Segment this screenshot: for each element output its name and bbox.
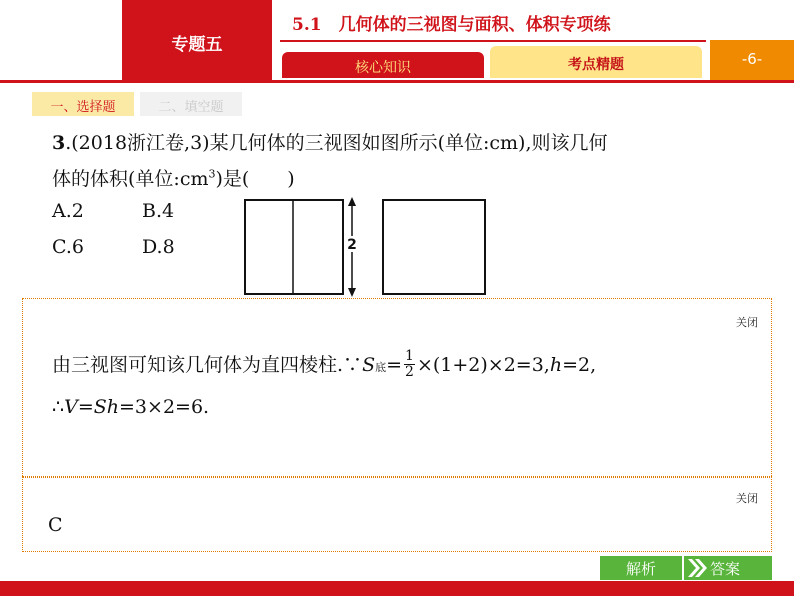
option-b[interactable]: B.4	[142, 200, 175, 222]
answer-panel	[22, 476, 772, 552]
fraction-numerator: 1	[405, 347, 414, 364]
solution-expression-2: =2,	[562, 354, 597, 376]
topic-label: 专题五	[171, 35, 223, 55]
solution-close-button[interactable]: 关闭	[736, 316, 758, 329]
three-view-figure	[238, 194, 494, 300]
question-line-1	[52, 128, 608, 155]
therefore-symbol: ∴	[52, 396, 65, 418]
answer-value: C	[48, 514, 63, 536]
answer-button-label[interactable]: 答案	[710, 560, 741, 578]
fraction-one-half	[404, 349, 415, 379]
v-symbol: V	[64, 396, 78, 418]
front-view-outline	[245, 200, 343, 294]
s-symbol: S	[362, 354, 376, 376]
double-chevron-right-icon	[686, 557, 708, 579]
option-c[interactable]: C.6	[52, 236, 84, 258]
sh-symbol: Sh	[93, 396, 120, 418]
question-text-2a: 体的体积(单位:cm	[52, 168, 209, 190]
dimension-arrow-bottom	[348, 288, 356, 297]
solution-expression-1: ×(1+2)×2=3,	[416, 354, 550, 376]
h-symbol: h	[549, 354, 563, 376]
s-subscript: 底	[375, 361, 387, 374]
dimension-label: 2	[347, 237, 357, 253]
option-d[interactable]: D.8	[142, 236, 175, 258]
question-number: 3	[52, 132, 66, 154]
solution-line-2	[52, 396, 209, 418]
analysis-button-label[interactable]: 解析	[625, 560, 656, 578]
solution-text-1: 由三视图可知该几何体为直四棱柱.	[52, 354, 344, 376]
header-underline	[0, 80, 794, 83]
option-a[interactable]: A.2	[52, 200, 84, 222]
page-title: 5.1 几何体的三视图与面积、体积专项练	[292, 15, 611, 35]
side-view-outline	[383, 200, 485, 294]
solution-panel	[22, 298, 772, 478]
page-number: -6-	[741, 50, 763, 68]
title-divider	[280, 40, 706, 42]
fraction-denominator: 2	[405, 363, 414, 380]
dimension-arrow-top	[348, 197, 356, 206]
solution-expression-3: =3×2=6.	[119, 396, 210, 418]
answer-close-button[interactable]: 关闭	[736, 492, 758, 505]
tab-exam-questions-label[interactable]: 考点精题	[568, 57, 624, 73]
equals-sign: =	[386, 354, 403, 376]
solution-line-1	[52, 347, 597, 381]
tab-core-knowledge-label[interactable]: 核心知识	[355, 60, 411, 76]
footer-bar	[0, 581, 794, 596]
because-symbol: ∵	[343, 354, 363, 376]
question-text-2-sup: 3	[208, 167, 216, 181]
section-tab-fill-label[interactable]: 二、填空题	[158, 100, 224, 115]
question-text-1: .(2018浙江卷,3)某几何体的三视图如图所示(单位:cm),则该几何	[65, 132, 608, 154]
section-tab-choice-label[interactable]: 一、选择题	[50, 100, 116, 115]
question-text-2b: )是( )	[215, 168, 295, 190]
equals-sign-2: =	[77, 396, 94, 418]
question-line-2	[52, 164, 295, 191]
